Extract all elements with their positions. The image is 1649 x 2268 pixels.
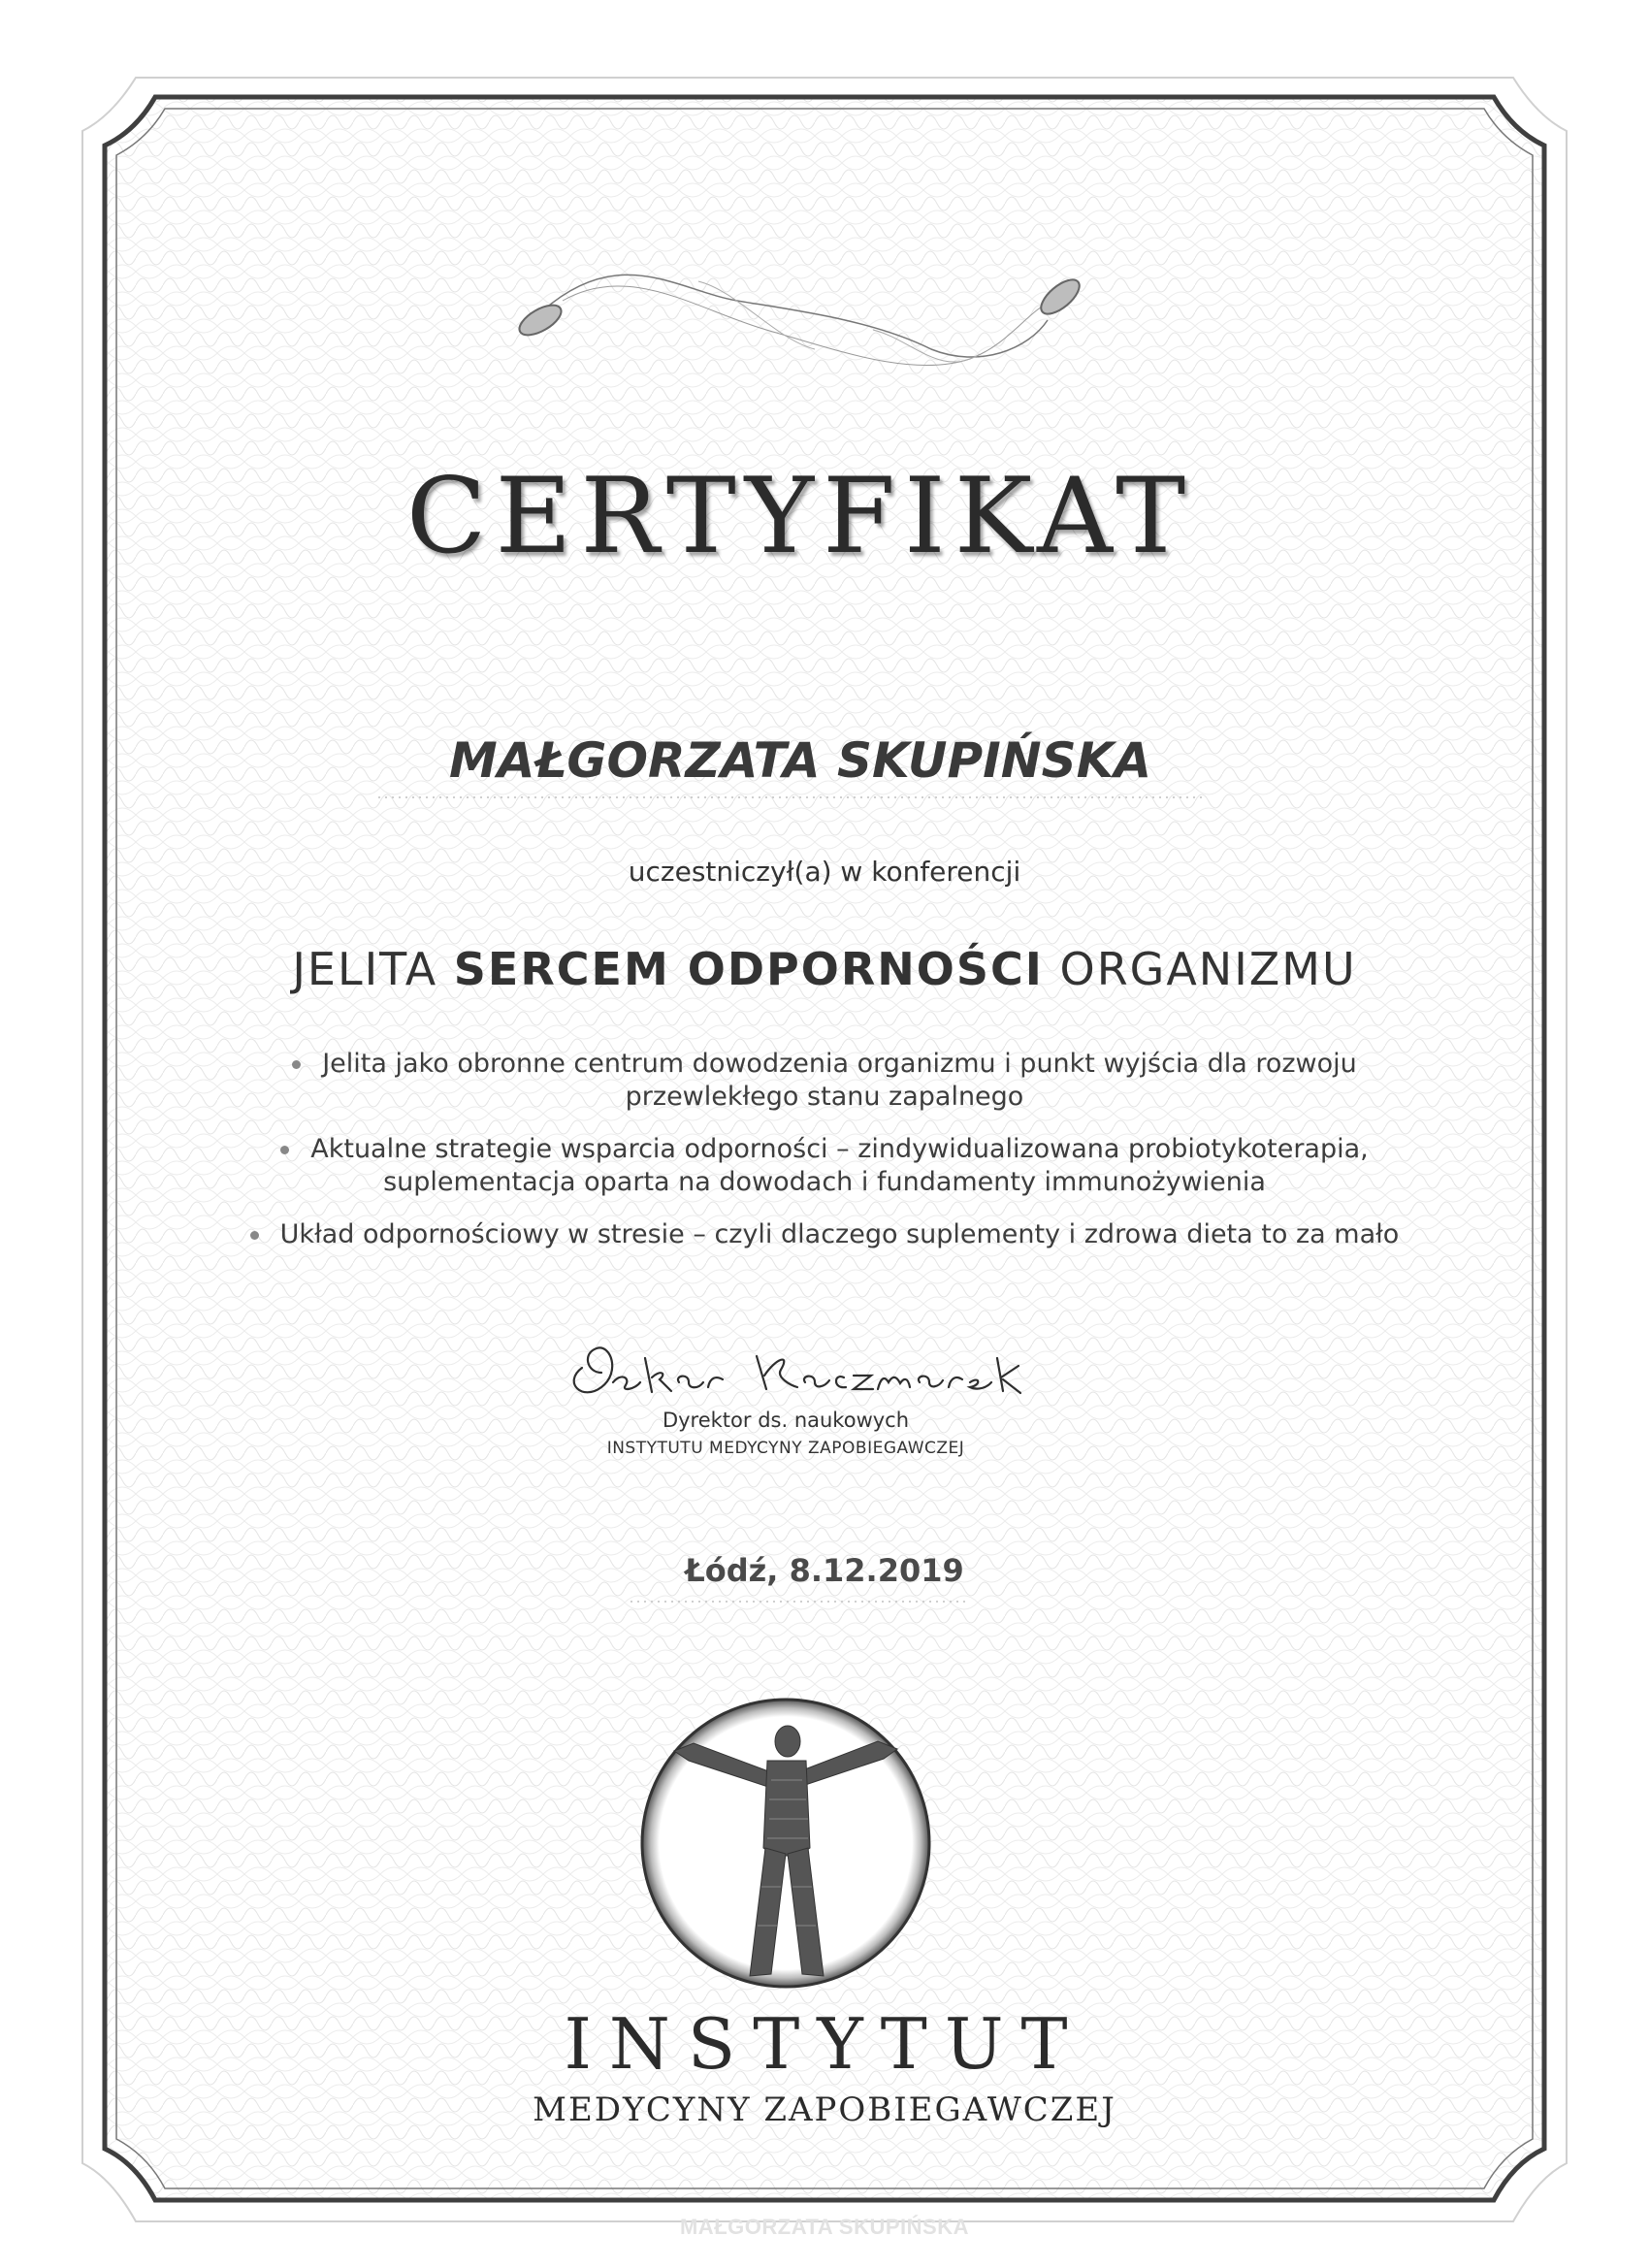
participant-name: MAŁGORZATA SKUPIŃSKA xyxy=(448,732,1152,789)
issue-date: Łódź, 8.12.2019 xyxy=(685,1552,964,1589)
certificate-title: CERTYFIKAT xyxy=(405,456,1195,577)
list-item xyxy=(0,1048,1649,1114)
topics-list xyxy=(0,1048,1649,1271)
list-item xyxy=(0,1133,1649,1199)
signatory-organization: INSTYTUTU MEDYCYNY ZAPOBIEGAWCZEJ xyxy=(606,1439,965,1458)
conference-title-bold: SERCEM ODPORNOŚCI xyxy=(453,943,1044,995)
signatory-role: Dyrektor ds. naukowych xyxy=(662,1409,910,1432)
participation-text: uczestniczył(a) w konferencji xyxy=(628,856,1021,888)
conference-title-part3: ORGANIZMU xyxy=(1043,943,1357,995)
vitruvian-man-logo xyxy=(635,1693,936,1993)
topic-line: Jelita jako obronne centrum dowodzenia organizmu i punkt wyjścia dla rozwoju xyxy=(322,1049,1357,1079)
bullet-icon xyxy=(292,1060,301,1069)
topic-line: przewlekłego stanu zapalnego xyxy=(625,1082,1024,1112)
watermark-text: MAŁGORZATA SKUPIŃSKA xyxy=(679,2215,970,2239)
institute-name: INSTYTUT xyxy=(564,2003,1085,2085)
bullet-icon xyxy=(250,1231,259,1240)
bullet-icon xyxy=(280,1146,289,1154)
list-item xyxy=(0,1218,1649,1251)
institute-subtitle: MEDYCYNY ZAPOBIEGAWCZEJ xyxy=(533,2090,1116,2129)
conference-title-part1: JELITA xyxy=(292,943,454,995)
conference-title xyxy=(194,943,1455,995)
topic-line: Układ odpornościowy w stresie – czyli dlaczego suplementy i zdrowa dieta to za mało xyxy=(279,1219,1400,1249)
signature xyxy=(543,1329,1028,1407)
topic-line: suplementacja oparta na dowodach i fundamenty immunożywienia xyxy=(383,1167,1266,1197)
topic-line: Aktualne strategie wsparcia odporności – zindywidualizowana probiotykoterapia, xyxy=(310,1134,1369,1164)
